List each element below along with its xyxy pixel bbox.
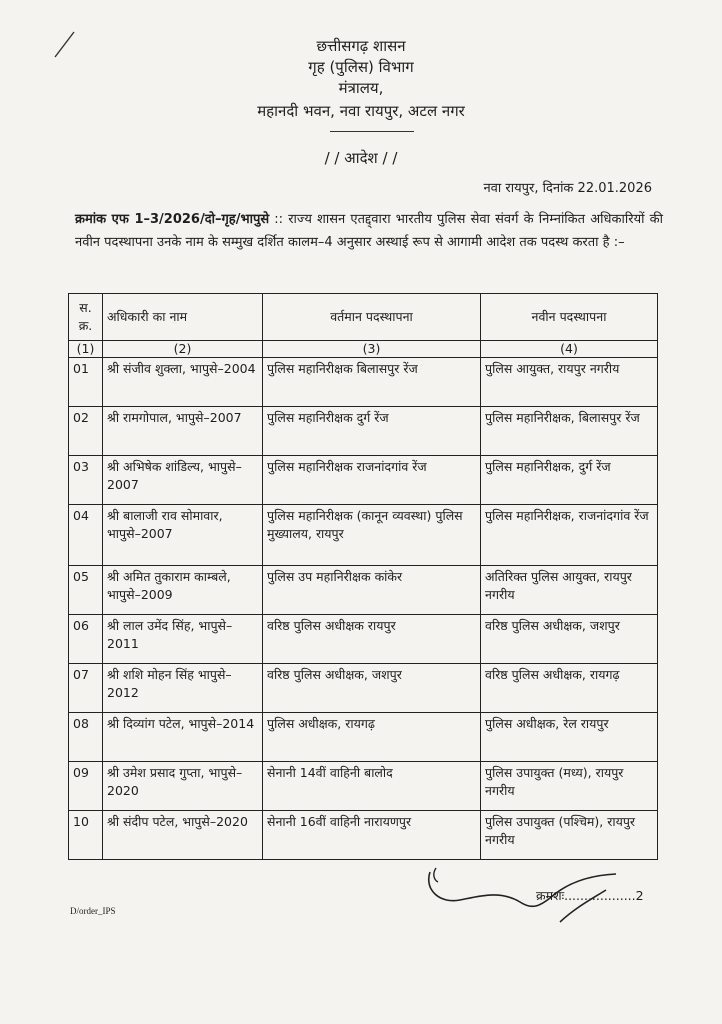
address-line: महानदी भवन, नवा रायपुर, अटल नगर [257,102,465,120]
officer-name-cell: श्री बालाजी राव सोमावार, भापुसे–2007 [103,505,263,566]
continued-page-note: क्रमशः..................2 [536,888,644,903]
officer-name-cell: श्री संजीव शुक्ला, भापुसे–2004 [103,358,263,407]
current-posting-cell: पुलिस महानिरीक्षक राजनांदगांव रेंज [263,456,481,505]
table-row [69,811,658,860]
table-row [69,615,658,664]
order-title: / / आदेश / / [324,149,398,167]
officer-name-cell: श्री दिव्यांग पटेल, भापुसे–2014 [103,713,263,762]
column-number: (1) [69,341,103,358]
serial-cell: 01 [69,358,103,407]
header-serial: स. क्र. [69,294,103,341]
new-posting-cell: अतिरिक्त पुलिस आयुक्त, रायपुर नगरीय [481,566,658,615]
current-posting-cell: पुलिस महानिरीक्षक दुर्ग रेंज [263,407,481,456]
serial-cell: 08 [69,713,103,762]
officer-name-cell: श्री लाल उमेंद सिंह, भापुसे–2011 [103,615,263,664]
new-posting-cell: पुलिस अधीक्षक, रेल रायपुर [481,713,658,762]
new-posting-cell: पुलिस महानिरीक्षक, राजनांदगांव रेंज [481,505,658,566]
table-row [69,358,658,407]
column-number: (3) [263,341,481,358]
new-posting-cell: पुलिस उपायुक्त (पश्चिम), रायपुर नगरीय [481,811,658,860]
serial-cell: 03 [69,456,103,505]
header-current-posting: वर्तमान पदस्थापना [263,294,481,341]
current-posting-cell: पुलिस महानिरीक्षक (कानून व्यवस्था) पुलिस मुख्यालय, रायपुर [263,505,481,566]
header-new-posting: नवीन पदस्थापना [481,294,658,341]
serial-cell: 10 [69,811,103,860]
serial-cell: 02 [69,407,103,456]
posting-table [68,293,658,860]
new-posting-cell: वरिष्ठ पुलिस अधीक्षक, जशपुर [481,615,658,664]
table-row [69,762,658,811]
department-line: गृह (पुलिस) विभाग [308,58,414,76]
new-posting-cell: वरिष्ठ पुलिस अधीक्षक, रायगढ़ [481,664,658,713]
place-date-line: नवा रायपुर, दिनांक 22.01.2026 [483,181,652,196]
serial-cell: 06 [69,615,103,664]
file-reference: D/order_IPS [70,906,116,916]
current-posting-cell: वरिष्ठ पुलिस अधीक्षक, जशपुर [263,664,481,713]
ministry-line: मंत्रालय, [338,79,384,97]
officer-name-cell: श्री अमित तुकाराम काम्बले, भापुसे–2009 [103,566,263,615]
serial-cell: 09 [69,762,103,811]
current-posting-cell: पुलिस अधीक्षक, रायगढ़ [263,713,481,762]
column-number: (2) [103,341,263,358]
header-divider [330,131,414,132]
current-posting-cell: वरिष्ठ पुलिस अधीक्षक रायपुर [263,615,481,664]
officer-name-cell: श्री संदीप पटेल, भापुसे–2020 [103,811,263,860]
officer-name-cell: श्री रामगोपाल, भापुसे–2007 [103,407,263,456]
table-row [69,407,658,456]
table-header-row [69,294,658,341]
order-intro-text: :: राज्य शासन एतद्द्वारा भारतीय पुलिस सेवा संवर्ग के निम्नांकित अधिकारियों की नवीन पदस्थापना उनके नाम के सम्मुख दर्शित कालम–4 अनुसार अस्थाई रूप से आगामी आदेश तक पदस्थ करता है :– [75,212,663,250]
table-row [69,664,658,713]
current-posting-cell: सेनानी 16वीं वाहिनी नारायणपुर [263,811,481,860]
new-posting-cell: पुलिस आयुक्त, रायपुर नगरीय [481,358,658,407]
table-row [69,566,658,615]
serial-cell: 05 [69,566,103,615]
officer-name-cell: श्री उमेश प्रसाद गुप्ता, भापुसे–2020 [103,762,263,811]
state-government-line: छत्तीसगढ़ शासन [316,37,406,55]
table-row [69,456,658,505]
order-intro-paragraph [75,208,663,254]
new-posting-cell: पुलिस उपायुक्त (मध्य), रायपुर नगरीय [481,762,658,811]
order-reference-number: क्रमांक एफ 1–3/2026/दो–गृह/भापुसे [75,212,270,227]
current-posting-cell: सेनानी 14वीं वाहिनी बालोद [263,762,481,811]
serial-cell: 04 [69,505,103,566]
officer-name-cell: श्री शशि मोहन सिंह भापुसे– 2012 [103,664,263,713]
current-posting-cell: पुलिस महानिरीक्षक बिलासपुर रेंज [263,358,481,407]
new-posting-cell: पुलिस महानिरीक्षक, बिलासपुर रेंज [481,407,658,456]
column-number: (4) [481,341,658,358]
current-posting-cell: पुलिस उप महानिरीक्षक कांकेर [263,566,481,615]
header-officer-name: अधिकारी का नाम [103,294,263,341]
serial-cell: 07 [69,664,103,713]
letterhead [0,36,722,122]
table-row [69,713,658,762]
table-row [69,505,658,566]
new-posting-cell: पुलिस महानिरीक्षक, दुर्ग रेंज [481,456,658,505]
column-number-row [69,341,658,358]
officer-name-cell: श्री अभिषेक शांडिल्य, भापुसे–2007 [103,456,263,505]
